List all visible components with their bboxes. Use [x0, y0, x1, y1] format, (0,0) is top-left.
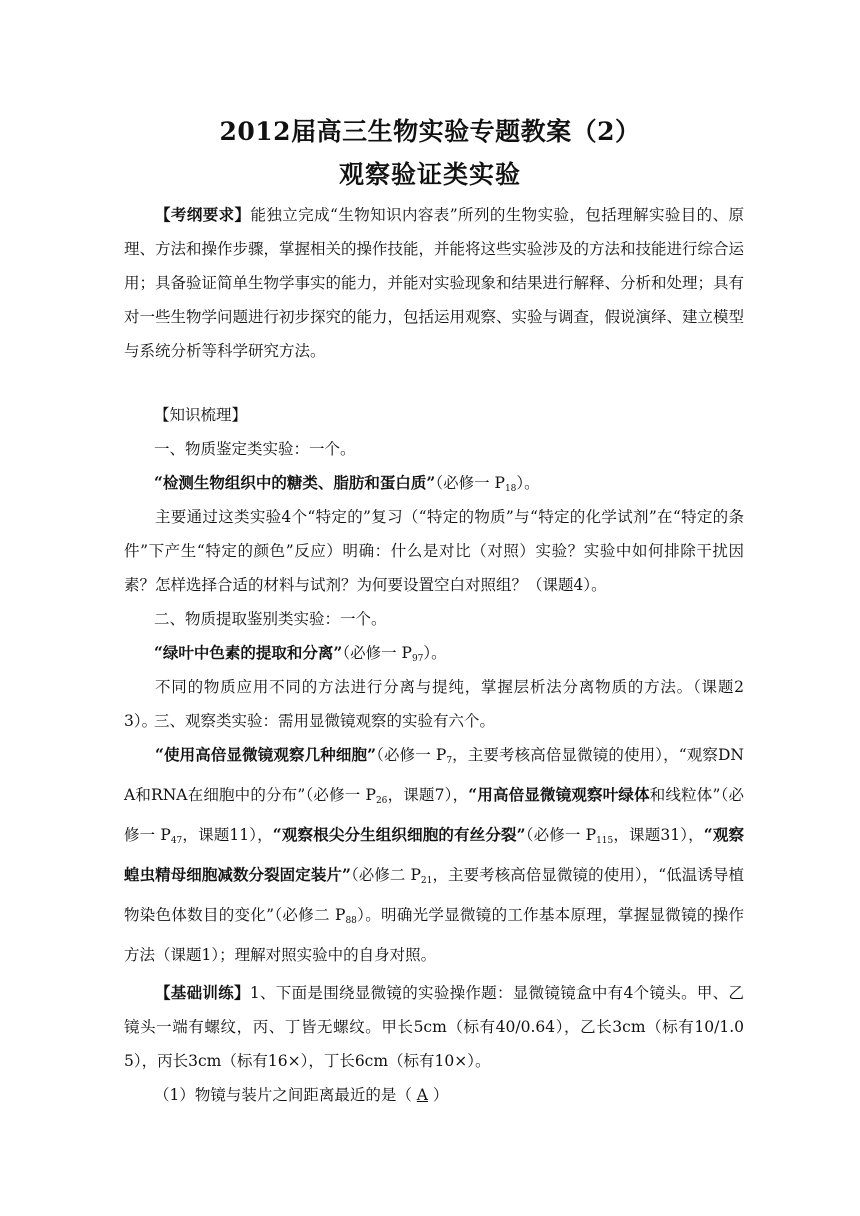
section1-body: 主要通过这类实验4个“特定的”复习（“特定的物质”与“特定的化学试剂”在“特定的条件”下产生“特定的颜色”反应）明确：什么是对比（对照）实验？实验中如何排除干扰因素？怎样选择合适的材料与试剂？为何要设置空白对照组？（课题4）。: [124, 508, 744, 594]
kagang-paragraph: [124, 198, 744, 368]
section1-heading: 一、物质鉴定类实验：一个。: [154, 440, 356, 458]
kagang-text: 能独立完成“生物知识内容表”所列的生物实验，包括理解实验目的、原理、方法和操作步骤，掌握相关的操作技能，并能将这些实验涉及的方法和技能进行综合运用；具备验证简单生物学事实的能力，并能对实验现象和结果进行解释、分析和处理；具有对一些生物学问题进行初步探究的能力，包括运用观察、实验与调查，假说演绎、建立模型与系统分析等科学研究方法。: [124, 206, 745, 360]
question-1: （1）物镜与装片之间距离最近的是（ A ）: [154, 1086, 449, 1104]
section3-heading: 三、观察类实验：需用显微镜观察的实验有六个。: [154, 712, 496, 730]
section2-experiment: “绿叶中色素的提取和分离”（必修一 $P_{97}$）。: [154, 643, 447, 664]
section2-heading: 二、物质提取鉴别类实验：一个。: [154, 610, 387, 628]
question-1-answer: A: [416, 1086, 428, 1104]
kagang-label: 【考纲要求】: [155, 205, 251, 224]
zhishi-heading: 【知识梳理】: [154, 406, 248, 424]
jichu-paragraph: [124, 976, 744, 1078]
jichu-label: 【基础训练】: [155, 983, 250, 1002]
document-subtitle: 观察验证类实验: [338, 160, 521, 189]
section3-body: “使用高倍显微镜观察几种细胞”（必修一 $P_7$，主要考核高倍显微镜的使用），“观察DNA和RNA在细胞中的分布”（必修一 $P_{26}$，课题7），“用高倍显微镜观察叶绿体和线粒体”（必修一 $P_{47}$，课题11），“观察根尖分生组织细胞的有丝分裂”（必修一 $P_{115}$，课题31），“观察蝗虫精母细胞减数分裂固定装片”（必修二 $P_{21}$，主要考核高倍显微镜的使用），“低温诱导植物染色体数目的变化”（必修二 $P_{88}$）。明确光学显微镜的工作基本原理，掌握显微镜的操作方法（课题1）；理解对照实验中的自身对照。: [124, 745, 745, 964]
jichu-text: 1、下面是围绕显微镜的实验操作题：显微镜镜盒中有4个镜头。甲、乙镜头一端有螺纹，丙、丁皆无螺纹。甲长5cm（标有40/0.64），乙长3cm（标有10/1.05），丙长3cm（标有16×），丁长6cm（标有10×）。: [124, 984, 744, 1070]
section1-experiment: “检测生物组织中的糖类、脂肪和蛋白质”（必修一 $P_{18}$）。: [154, 473, 540, 494]
document-title: 2012届高三生物实验专题教案（2）: [219, 117, 641, 146]
section2-body: 不同的物质应用不同的方法进行分离与提纯，掌握层析法分离物质的方法。（课题23）。: [124, 678, 744, 730]
